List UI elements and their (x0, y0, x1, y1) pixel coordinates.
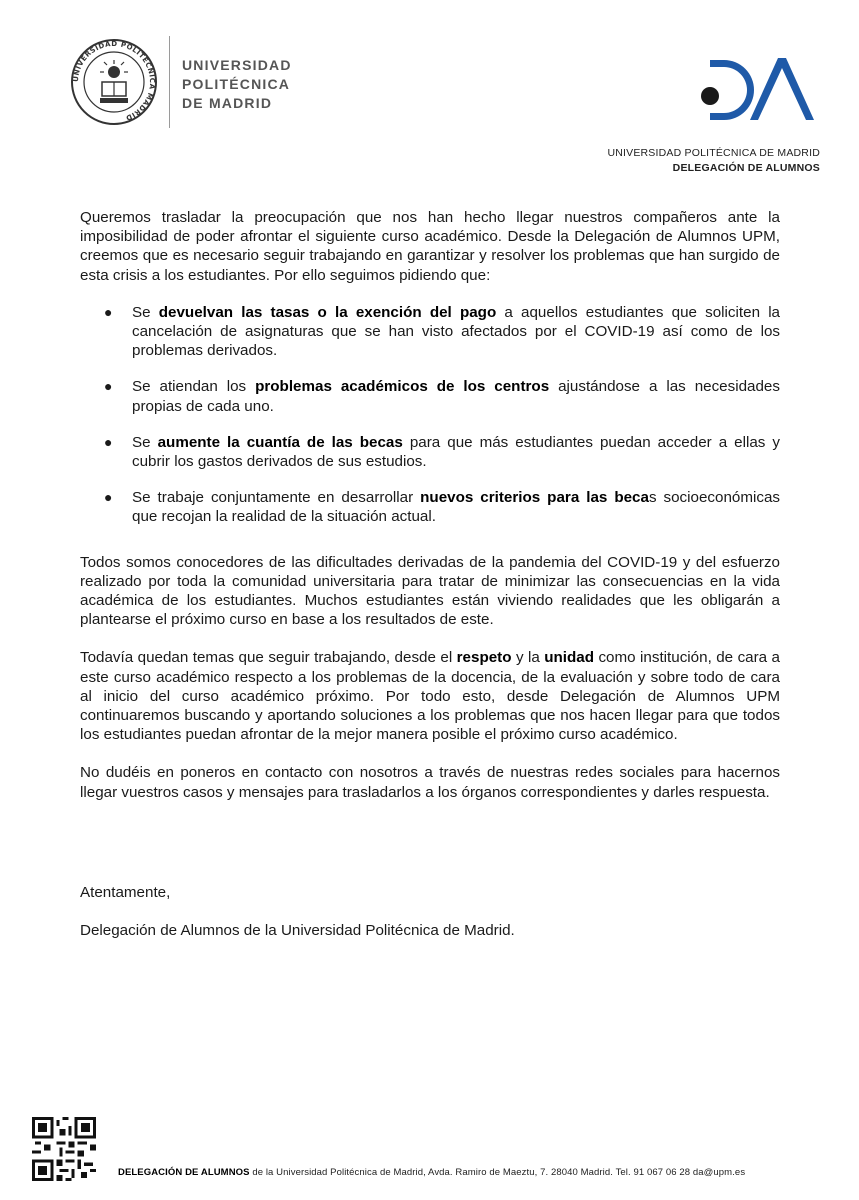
signature: Delegación de Alumnos de la Universidad Politécnica de Madrid. (80, 922, 515, 939)
footer (118, 1167, 745, 1178)
bullet-post: ajustándose a las necesidades propias de cada uno. (132, 378, 780, 415)
para3-part3: como institución, de cara a este curso académico respecto a los problemas de la docencia, de la evaluación y sobre todo de cara al inicio del curso académico próximo. Por todo esto, desde Delegación de Alumnos UPM continuaremos buscando y aportando soluciones a los problemas que nos hacen llegar para que todos los estudiantes puedan afrontar de la mejor manera posible el próximo curso académico. (80, 649, 780, 744)
bullet-icon: ● (104, 433, 113, 450)
university-name (182, 56, 292, 113)
footer-address: de la Universidad Politécnica de Madrid, Avda. Ramiro de Maeztu, 7. 28040 Madrid. Tel. 91 067 06 28 da@upm.es (249, 1167, 746, 1178)
header-divider (169, 36, 170, 128)
da-logo-icon (690, 52, 820, 124)
bullet-icon: ● (104, 489, 113, 506)
qr-code-icon (32, 1117, 96, 1181)
seal-text: UNIVERSIDAD POLITÉCNICA MADRID (71, 39, 157, 122)
bullet-bold: nuevos criterios para las beca (420, 489, 649, 507)
bullet-post: s socioeconómicas que recojan la realidad de la situación actual. (132, 489, 780, 526)
bullet-bold: aumente la cuantía de las becas (157, 433, 403, 451)
bullet-post: para que más estudiantes puedan acceder a ellas y cubrir los gastos derivados de sus estudios. (132, 433, 780, 471)
bullet-icon: ● (104, 378, 113, 395)
para3-part1: Todavía quedan temas que seguir trabajando, desde el (80, 649, 457, 667)
university-name-line: UNIVERSIDAD (182, 57, 292, 73)
upm-seal-icon (70, 38, 158, 126)
university-name-line: POLITÉCNICA (182, 76, 291, 92)
bullet-pre: Se atiendan los (132, 378, 256, 396)
para3-bold-respeto: respeto (456, 649, 512, 667)
letter-body (80, 208, 780, 802)
bullet-pre: Se trabaje conjuntamente en desarrollar (132, 489, 421, 507)
paragraph-4: No dudéis en poneros en contacto con nosotros a través de nuestras redes sociales para hacernos llegar vuestros casos y mensajes para trasladarlos a los órganos correspondientes y darles respuesta. (80, 764, 780, 801)
bullet-pre: Se (132, 303, 159, 321)
footer-org: DELEGACIÓN DE ALUMNOS (118, 1167, 250, 1178)
bullet-pre: Se (132, 433, 158, 451)
bullet-icon: ● (104, 303, 113, 320)
bullet-post: a aquellos estudiantes que soliciten la cancelación de asignaturas que se han visto afectados por el COVID-19 así como de los problemas derivados. (132, 303, 781, 360)
da-caption-line2: DELEGACIÓN DE ALUMNOS (672, 162, 820, 174)
da-caption (607, 146, 820, 176)
list-item (80, 433, 780, 471)
paragraph-3 (80, 648, 780, 744)
closing: Atentamente, (80, 884, 171, 901)
paragraph-2: Todos somos conocedores de las dificultades derivadas de la pandemia del COVID-19 y del esfuerzo realizado por toda la comunidad universitaria para tratar de minimizar las consecuencias en la vida académica de los estudiantes. Muchos estudiantes están viviendo realidades que les obligarán a plantearse el próximo curso en base a los resultados de este. (80, 553, 780, 629)
list-item (80, 488, 780, 526)
list-item (80, 377, 780, 415)
para3-bold-unidad: unidad (544, 649, 595, 667)
bullet-bold: problemas académicos de los centros (255, 378, 550, 396)
intro-paragraph: Queremos trasladar la preocupación que nos han hecho llegar nuestros compañeros ante la imposibilidad de poder afrontar el siguiente curso académico. Desde la Delegación de Alumnos UPM, creemos que es necesario seguir trabajando en garantizar y resolver los problemas que han surgido de esta crisis a los estudiantes. Por ello seguimos pidiendo que: (80, 209, 780, 284)
bullet-bold: devuelvan las tasas o la exención del pago (158, 303, 497, 321)
para3-part2: y la (511, 649, 545, 667)
university-name-line: DE MADRID (182, 95, 273, 111)
list-item (80, 303, 780, 361)
demands-list (80, 303, 780, 527)
da-caption-line1: UNIVERSIDAD POLITÉCNICA DE MADRID (607, 147, 820, 159)
